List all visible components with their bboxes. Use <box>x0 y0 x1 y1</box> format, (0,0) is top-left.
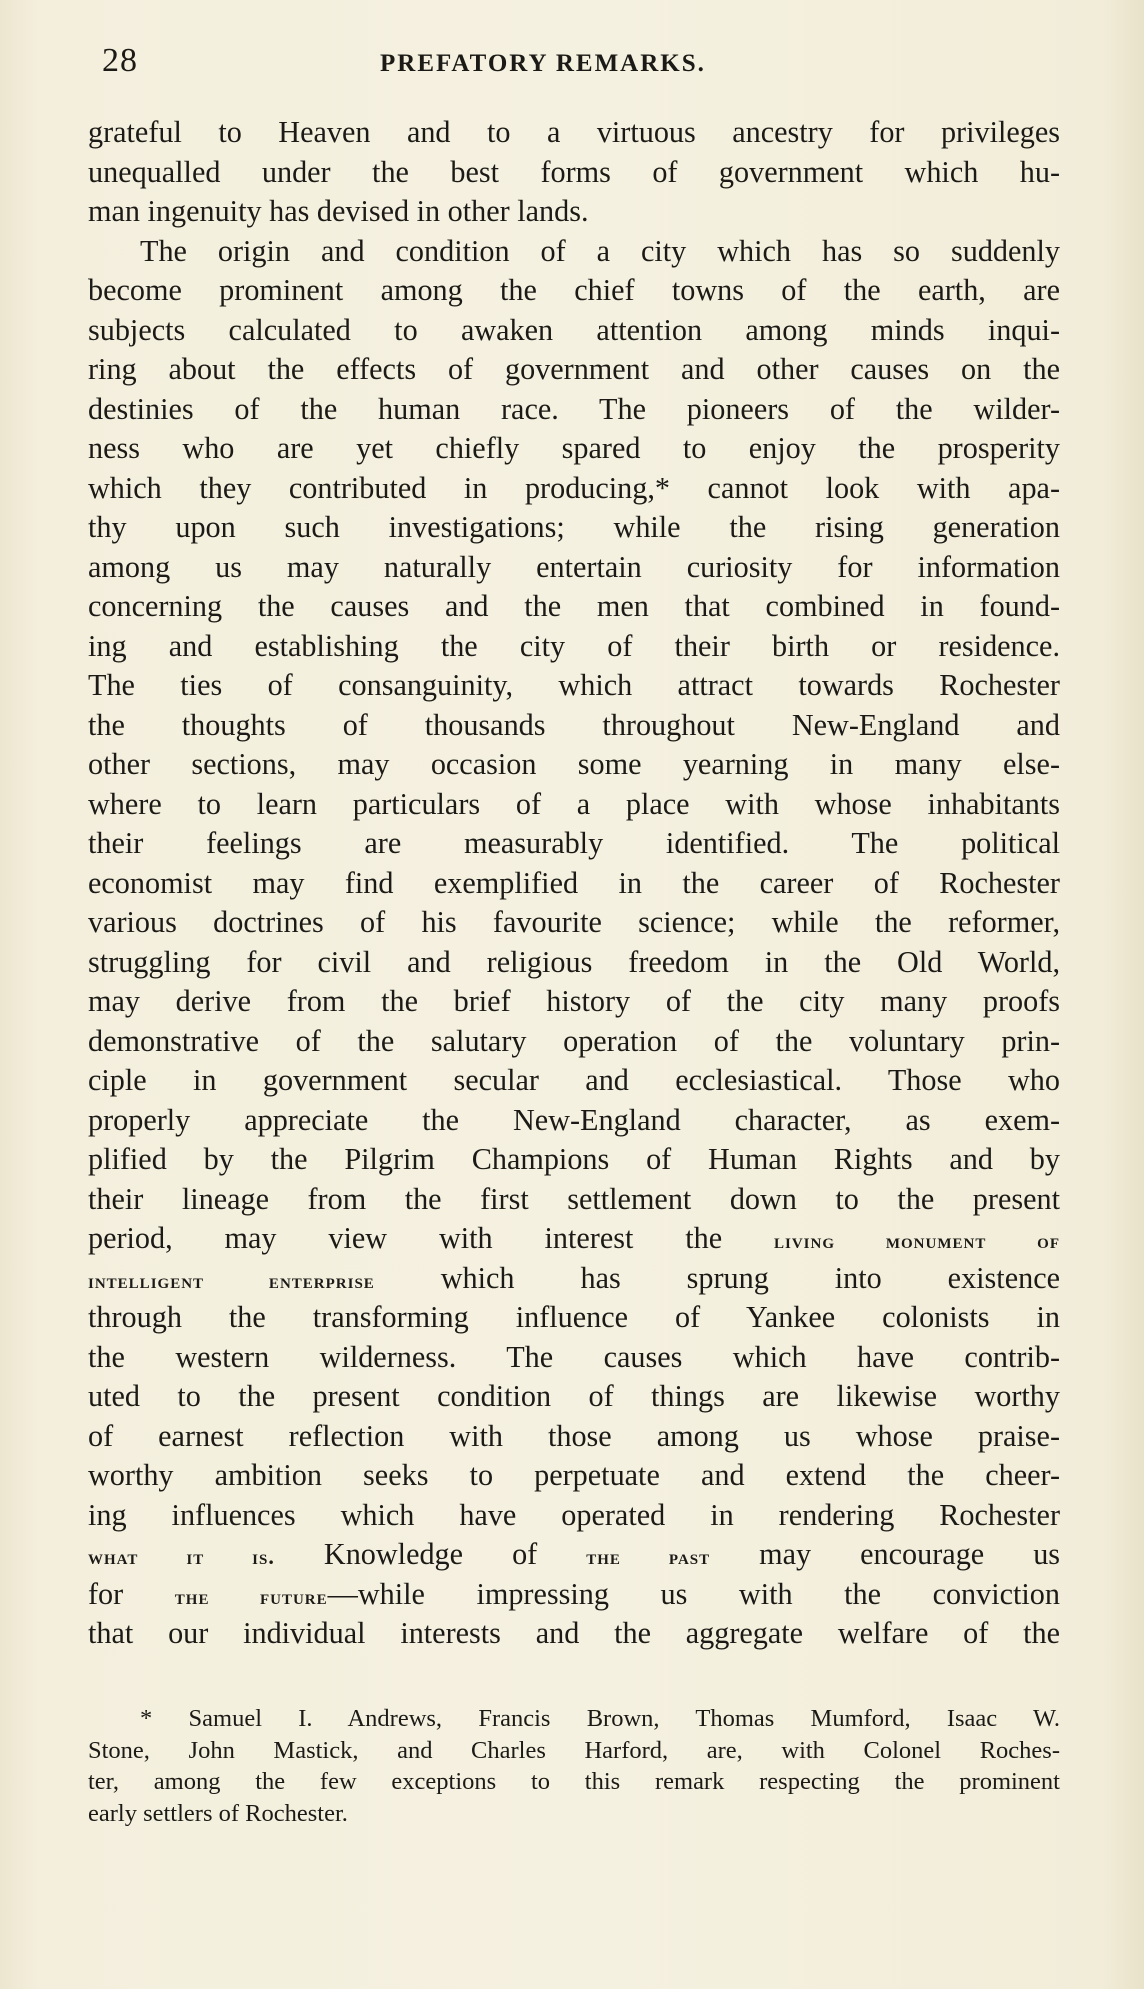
text-line: other sections, may occasion some yearning in many else- <box>88 747 1060 781</box>
text-line: ing influences which have operated in rendering Rochester <box>88 1497 1060 1532</box>
small-caps-phrase: the future <box>174 1583 328 1609</box>
text-line: concerning the causes and the men that combined in found- <box>88 589 1060 623</box>
text-run: which has sprung into existence <box>440 1260 1060 1295</box>
text-line: thy upon such investigations; while the rising generation <box>88 510 1060 544</box>
text-line: their lineage from the first settlement down to the present <box>88 1181 1060 1216</box>
text-line: plified by the Pilgrim Champions of Human Rights and by <box>88 1142 1060 1176</box>
text-line: man ingenuity has devised in other lands. <box>88 194 589 228</box>
text-line: become prominent among the chief towns of the earth, are <box>88 273 1060 307</box>
text-line: properly appreciate the New-England character, as exem- <box>88 1102 1060 1137</box>
text-run: may encourage us <box>759 1537 1061 1571</box>
text-line: that our individual interests and the aggregate welfare of the <box>88 1616 1060 1650</box>
small-caps-phrase: the past <box>586 1544 711 1569</box>
footnote-line: early settlers of Rochester. <box>88 1799 348 1827</box>
text-line: uted to the present condition of things are likewise worthy <box>88 1379 1060 1413</box>
footnote <box>88 1703 1060 1829</box>
text-line: The origin and condition of a city which has so suddenly <box>140 233 1060 268</box>
text-line <box>88 1259 1060 1299</box>
text-line: the western wilderness. The causes which have contrib- <box>88 1339 1060 1374</box>
text-line: ness who are yet chiefly spared to enjoy the prosperity <box>88 431 1060 465</box>
text-run: —while impressing us with the conviction <box>327 1576 1060 1611</box>
text-line: may derive from the brief history of the city many proofs <box>88 984 1060 1018</box>
text-line: the thoughts of thousands throughout New-England and <box>88 707 1060 742</box>
text-line <box>88 1219 1060 1259</box>
text-line: ing and establishing the city of their birth or residence. <box>88 628 1060 663</box>
text-run: for <box>88 1576 124 1611</box>
text-line: where to learn particulars of a place with whose inhabitants <box>88 786 1060 821</box>
text-line: ciple in government secular and ecclesiastical. Those who <box>88 1063 1060 1097</box>
text-line: various doctrines of his favourite science; while the reformer, <box>88 905 1060 939</box>
text-run: period, may view with interest the <box>88 1221 723 1255</box>
text-line: The ties of consanguinity, which attract towards Rochester <box>88 668 1060 702</box>
footnote-line: * Samuel I. Andrews, Francis Brown, Thomas Mumford, Isaac W. <box>140 1705 1060 1732</box>
text-line: which they contributed in producing,* cannot look with apa- <box>88 470 1060 505</box>
text-line <box>88 1575 1060 1615</box>
text-line: struggling for civil and religious freedom in the Old World, <box>88 944 1060 979</box>
text-line: of earnest reflection with those among us whose praise- <box>88 1418 1060 1453</box>
footnote-line: ter, among the few exceptions to this remark respecting the prominent <box>88 1768 1060 1795</box>
page-number: 28 <box>102 42 138 79</box>
text-line: unequalled under the best forms of government which hu- <box>88 154 1060 189</box>
running-head: PREFATORY REMARKS. <box>380 50 706 77</box>
page-header <box>102 42 1062 92</box>
text-line: grateful to Heaven and to a virtuous ancestry for privileges <box>88 115 1060 149</box>
footnote-line: Stone, John Mastick, and Charles Harford, are, with Colonel Roches- <box>88 1736 1060 1764</box>
text-line <box>88 1535 1060 1575</box>
body-text <box>88 113 1060 1654</box>
small-caps-phrase: intelligent enterprise <box>88 1267 375 1293</box>
text-line: ring about the effects of government and other causes on the <box>88 352 1060 386</box>
text-line: worthy ambition seeks to perpetuate and extend the cheer- <box>88 1458 1060 1492</box>
text-line: subjects calculated to awaken attention among minds inqui- <box>88 312 1060 347</box>
small-caps-phrase: living monument of <box>774 1228 1060 1253</box>
text-line: economist may find exemplified in the career of Rochester <box>88 865 1060 900</box>
text-line: among us may naturally entertain curiosity for information <box>88 549 1060 584</box>
text-run: Knowledge of <box>323 1537 538 1571</box>
text-line: their feelings are measurably identified. The political <box>88 826 1060 860</box>
text-line: through the transforming influence of Yankee colonists in <box>88 1300 1060 1334</box>
text-line: demonstrative of the salutary operation of the voluntary prin- <box>88 1023 1060 1058</box>
small-caps-phrase: what it is. <box>88 1544 275 1569</box>
text-line: destinies of the human race. The pioneers of the wilder- <box>88 391 1060 426</box>
